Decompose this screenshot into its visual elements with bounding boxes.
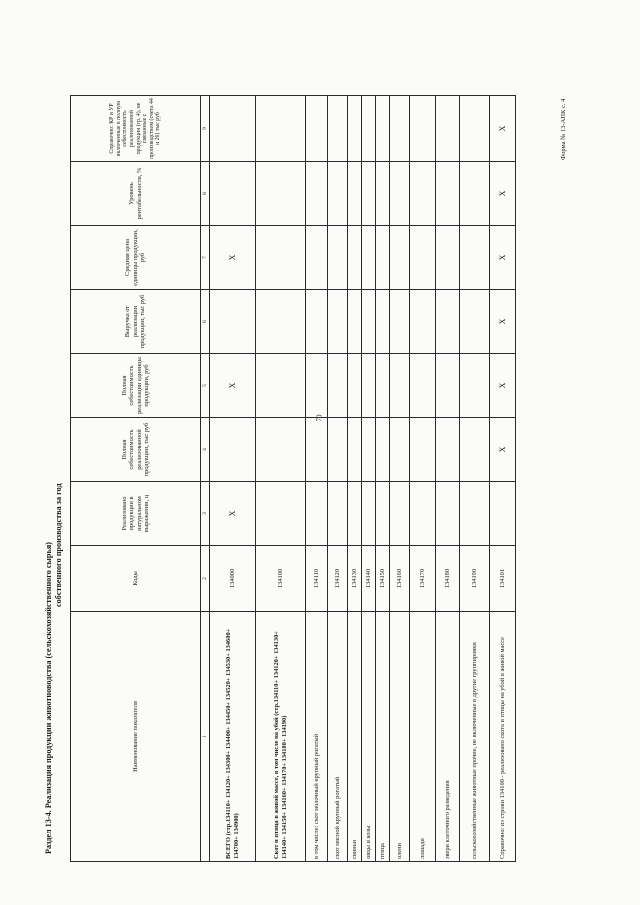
header-c1: Реализовано продукции в натуральном выражении, ц	[71, 482, 201, 546]
cell-mark	[362, 482, 376, 546]
section-subtitle: собственного производства за год	[54, 483, 63, 607]
data-table	[70, 95, 516, 862]
column-number-row	[201, 96, 210, 862]
table-row	[410, 96, 436, 862]
table-row	[490, 96, 516, 862]
cell-mark	[410, 96, 436, 162]
cell-mark	[376, 354, 390, 418]
row-code: 134120	[328, 546, 348, 612]
cell-mark	[436, 290, 460, 354]
cell-mark	[256, 290, 306, 354]
col-number: 1	[201, 612, 210, 862]
cell-mark	[436, 96, 460, 162]
row-label: олени	[390, 612, 410, 862]
col-number: 4	[201, 418, 210, 482]
col-number: 2	[201, 546, 210, 612]
row-code: 134000	[210, 546, 256, 612]
header-c5: Средняя цена единицы продукции, руб	[71, 226, 201, 290]
page-number: 70	[315, 414, 324, 422]
row-label: свиньи	[348, 612, 362, 862]
row-label: Справочно: из строки 134100 - реализовано скота и птицы на убой в живой массе	[490, 612, 516, 862]
header-c6: Уровень рентабельности, %	[71, 162, 201, 226]
cell-mark	[376, 482, 390, 546]
cell-mark	[328, 226, 348, 290]
cell-mark	[256, 418, 306, 482]
header-c2: Полная себестоимость реализованной продукции, тыс руб	[71, 418, 201, 482]
cell-mark	[306, 226, 328, 290]
row-code: 134110	[306, 546, 328, 612]
cell-mark	[328, 290, 348, 354]
cell-mark	[348, 290, 362, 354]
cell-mark	[306, 162, 328, 226]
cell-mark	[210, 96, 256, 162]
col-number: 9	[201, 96, 210, 162]
cell-mark	[460, 226, 490, 290]
cell-mark	[328, 162, 348, 226]
cell-mark	[390, 418, 410, 482]
cell-mark: X	[490, 354, 516, 418]
cell-mark	[376, 162, 390, 226]
row-code: 134170	[410, 546, 436, 612]
col-number: 8	[201, 162, 210, 226]
cell-mark	[306, 354, 328, 418]
cell-mark	[256, 96, 306, 162]
cell-mark	[436, 226, 460, 290]
section-title: Раздел 13-4. Реализация продукции животноводства (сельскохозяйственного сырья)	[44, 542, 53, 854]
cell-mark: X	[210, 482, 256, 546]
cell-mark	[410, 226, 436, 290]
cell-mark	[328, 482, 348, 546]
cell-mark	[436, 354, 460, 418]
cell-mark	[210, 418, 256, 482]
cell-mark	[390, 162, 410, 226]
cell-mark	[362, 96, 376, 162]
col-number: 7	[201, 226, 210, 290]
row-code: 134101	[490, 546, 516, 612]
cell-mark	[348, 418, 362, 482]
cell-mark	[306, 418, 328, 482]
header-c4: Выручка от реализации продукции, тыс руб	[71, 290, 201, 354]
header-name: Наименование показателя	[71, 612, 201, 862]
table-row	[362, 96, 376, 862]
cell-mark	[460, 290, 490, 354]
cell-mark	[436, 162, 460, 226]
cell-mark	[256, 354, 306, 418]
cell-mark	[390, 354, 410, 418]
row-code: 134140	[362, 546, 376, 612]
row-code: 134190	[460, 546, 490, 612]
cell-mark	[328, 354, 348, 418]
cell-mark	[410, 162, 436, 226]
cell-mark	[362, 162, 376, 226]
cell-mark	[460, 354, 490, 418]
form-code: Форма № 13-АПК с. 4	[560, 98, 567, 160]
cell-mark	[348, 354, 362, 418]
header-c3: Полная себестоимость реализации единицы продукции, руб	[71, 354, 201, 418]
cell-mark	[348, 162, 362, 226]
cell-mark	[362, 418, 376, 482]
header-c7: Справочно: КР и УР включенные в полную себестоимость реализованной продукции (гр. 4), не связанные с производством (счета 44 и 26) тыс руб	[71, 96, 201, 162]
cell-mark	[460, 482, 490, 546]
cell-mark	[328, 418, 348, 482]
cell-mark: X	[490, 96, 516, 162]
table-row	[376, 96, 390, 862]
row-label: птица	[376, 612, 390, 862]
cell-mark	[436, 482, 460, 546]
cell-mark	[460, 418, 490, 482]
cell-mark	[362, 226, 376, 290]
table-row	[306, 96, 328, 862]
cell-mark	[306, 482, 328, 546]
cell-mark	[390, 482, 410, 546]
cell-mark	[490, 482, 516, 546]
cell-mark: X	[490, 162, 516, 226]
row-label: овцы и козы	[362, 612, 376, 862]
table-row	[348, 96, 362, 862]
cell-mark	[410, 418, 436, 482]
row-label: Скот и птица в живой массе, в том числе на убой (стр.134110+ 134120+ 134130+ 134140+ 134150+ 134160+ 134170+ 134180+ 134190)	[256, 612, 306, 862]
table-row	[328, 96, 348, 862]
cell-mark	[210, 162, 256, 226]
cell-mark	[362, 354, 376, 418]
cell-mark	[376, 226, 390, 290]
row-label: звери клеточного разведения	[436, 612, 460, 862]
rotated-sheet	[30, 22, 590, 862]
col-number: 3	[201, 482, 210, 546]
cell-mark	[256, 482, 306, 546]
header-code: Коды	[71, 546, 201, 612]
cell-mark	[256, 162, 306, 226]
cell-mark	[410, 354, 436, 418]
cell-mark	[410, 290, 436, 354]
row-label: ВСЕГО (стр.134110+ 134120+ 134300+ 134400+ 134450+ 134520+ 134530+ 134600+ 134700+ 134900)	[210, 612, 256, 862]
col-number: 5	[201, 354, 210, 418]
table-row	[390, 96, 410, 862]
cell-mark	[436, 418, 460, 482]
cell-mark	[348, 96, 362, 162]
row-code: 134160	[390, 546, 410, 612]
row-code: 134180	[436, 546, 460, 612]
cell-mark	[390, 226, 410, 290]
cell-mark: X	[490, 290, 516, 354]
cell-mark	[410, 482, 436, 546]
cell-mark	[306, 96, 328, 162]
row-code: 134100	[256, 546, 306, 612]
cell-mark	[390, 290, 410, 354]
row-label: лошади	[410, 612, 436, 862]
cell-mark	[256, 226, 306, 290]
table-row	[460, 96, 490, 862]
table-row	[256, 96, 306, 862]
cell-mark: X	[490, 418, 516, 482]
cell-mark	[328, 96, 348, 162]
cell-mark	[348, 482, 362, 546]
cell-mark	[348, 226, 362, 290]
row-label: в том числе: скот молочный крупный рогатый	[306, 612, 328, 862]
cell-mark	[210, 290, 256, 354]
row-label: скот мясной крупный рогатый	[328, 612, 348, 862]
row-label: сельскохозяйственные животные прочие, не включенные в другие группировки	[460, 612, 490, 862]
cell-mark	[460, 162, 490, 226]
cell-mark	[460, 96, 490, 162]
cell-mark	[390, 96, 410, 162]
col-number: 6	[201, 290, 210, 354]
row-code: 134150	[376, 546, 390, 612]
cell-mark	[306, 290, 328, 354]
header-row	[71, 96, 201, 862]
cell-mark: X	[210, 226, 256, 290]
cell-mark: X	[490, 226, 516, 290]
cell-mark	[376, 96, 390, 162]
table-body	[210, 96, 516, 862]
cell-mark	[362, 290, 376, 354]
row-code: 134130	[348, 546, 362, 612]
cell-mark: X	[210, 354, 256, 418]
table-row	[436, 96, 460, 862]
cell-mark	[376, 418, 390, 482]
table-row	[210, 96, 256, 862]
cell-mark	[376, 290, 390, 354]
